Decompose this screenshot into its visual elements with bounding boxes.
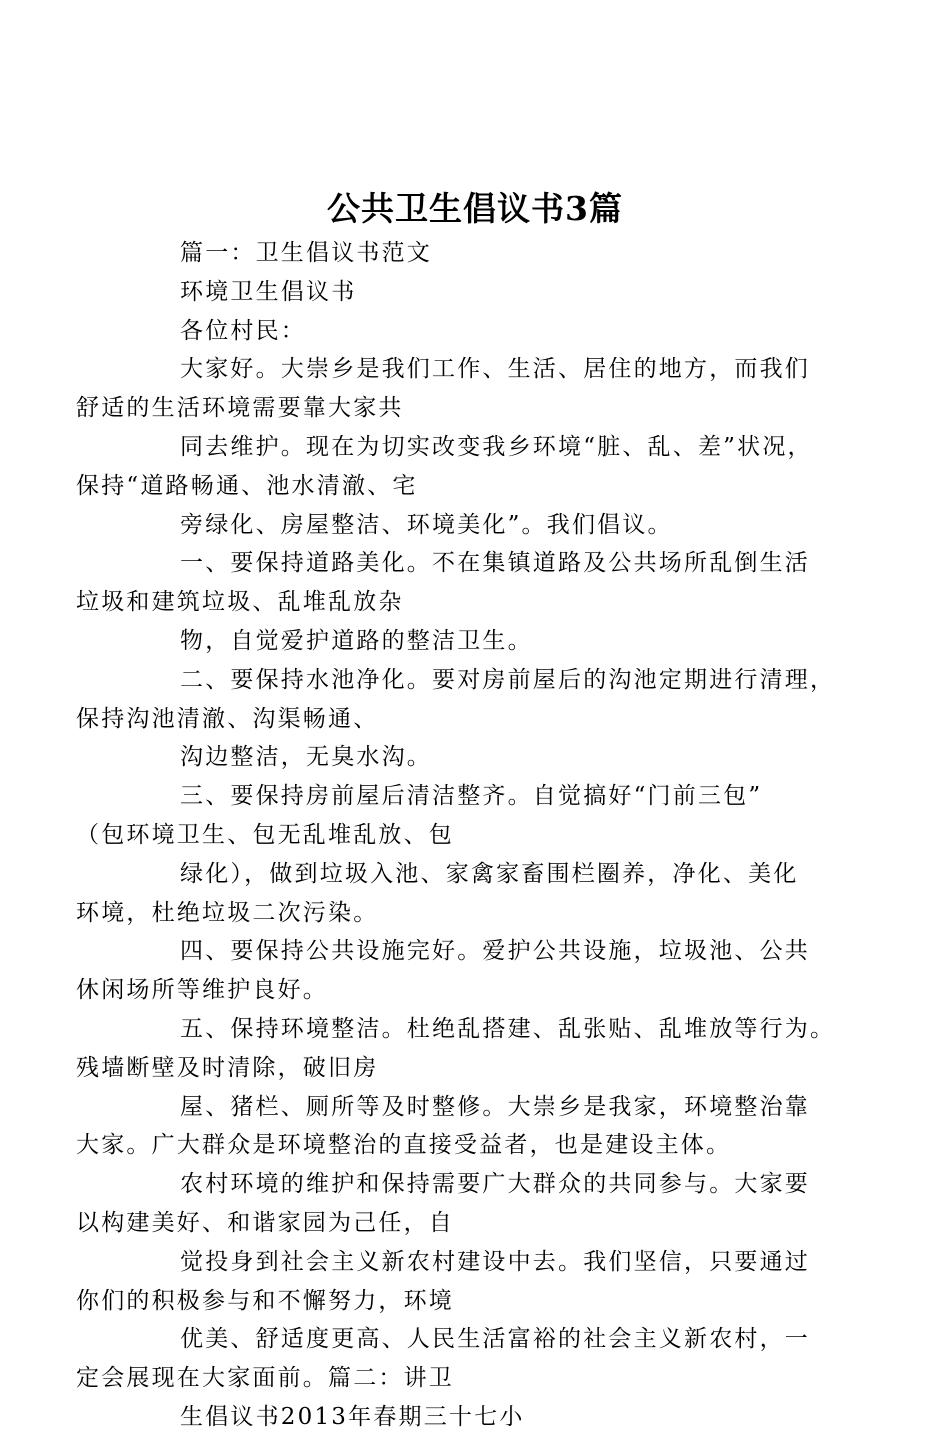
body-paragraph bbox=[76, 1010, 848, 1088]
paragraph-continuation-line: 定会展现在大家面前。篇二：讲卫 bbox=[76, 1365, 454, 1392]
paragraph-line: 五、保持环境整洁。杜绝乱搭建、乱张贴、乱堆放等行为。 bbox=[180, 1015, 836, 1042]
body-paragraph bbox=[128, 273, 848, 312]
paragraph-line: 旁绿化、房屋整洁、环境美化”。我们倡议。 bbox=[180, 511, 673, 538]
paragraph-line: 大家好。大崇乡是我们工作、生活、居住的地方，而我们 bbox=[180, 356, 810, 383]
paragraph-line: 篇一：卫生倡议书范文 bbox=[180, 240, 432, 266]
body-paragraph bbox=[76, 1320, 848, 1398]
paragraph-continuation-line: 以构建美好、和谐家园为己任，自 bbox=[76, 1209, 454, 1236]
paragraph-line: 农村环境的维护和保持需要广大群众的共同参与。大家要 bbox=[180, 1171, 810, 1198]
paragraph-line: 优美、舒适度更高、人民生活富裕的社会主义新农村，一 bbox=[180, 1326, 810, 1353]
paragraph-line: 三、要保持房前屋后清洁整齐。自觉搞好“门前三包” bbox=[180, 783, 763, 810]
body-paragraph bbox=[76, 661, 848, 739]
body-paragraph bbox=[76, 1088, 848, 1166]
paragraph-line: 沟边整洁，无臭水沟。 bbox=[180, 744, 432, 771]
body-paragraph bbox=[76, 932, 848, 1010]
paragraph-continuation-line: 休闲场所等维护良好。 bbox=[76, 977, 328, 1004]
paragraph-continuation-line: 你们的积极参与和不懈努力，环境 bbox=[76, 1287, 454, 1314]
paragraph-line: 一、要保持道路美化。不在集镇道路及公共场所乱倒生活 bbox=[180, 550, 810, 577]
paragraph-line: 觉投身到社会主义新农村建设中去。我们坚信，只要通过 bbox=[180, 1248, 810, 1275]
paragraph-line: 各位村民： bbox=[180, 317, 306, 344]
body-paragraph bbox=[128, 622, 848, 661]
body-paragraph bbox=[76, 350, 848, 428]
body-paragraph bbox=[76, 1243, 848, 1321]
paragraph-line: 屋、猪栏、厕所等及时整修。大崇乡是我家，环境整治靠 bbox=[180, 1093, 810, 1120]
paragraph-continuation-line: 垃圾和建筑垃圾、乱堆乱放杂 bbox=[76, 589, 404, 616]
paragraph-line: 生倡议书2013年春期三十七小 bbox=[180, 1403, 525, 1430]
body-paragraph bbox=[76, 428, 848, 506]
body-paragraph bbox=[76, 544, 848, 622]
document-body bbox=[76, 234, 848, 1437]
paragraph-line: 环境卫生倡议书 bbox=[180, 278, 357, 305]
paragraph-continuation-line: 大家。广大群众是环境整治的直接受益者，也是建设主体。 bbox=[76, 1132, 732, 1159]
body-paragraph bbox=[128, 234, 848, 273]
body-paragraph bbox=[128, 738, 848, 777]
document-title: 公共卫生倡议书3篇 bbox=[327, 189, 623, 228]
paragraph-line: 绿化），做到垃圾入池、家禽家畜围栏圈养，净化、美化 bbox=[180, 860, 799, 887]
paragraph-continuation-line: 保持沟池清澈、沟渠畅通、 bbox=[76, 705, 379, 732]
body-paragraph bbox=[128, 1398, 848, 1437]
paragraph-line: 同去维护。现在为切实改变我乡环境“脏、乱、差”状况， bbox=[180, 433, 813, 460]
paragraph-continuation-line: 舒适的生活环境需要靠大家共 bbox=[76, 395, 404, 422]
paragraph-continuation-line: 环境，杜绝垃圾二次污染。 bbox=[76, 899, 379, 926]
paragraph-line: 四、要保持公共设施完好。爱护公共设施，垃圾池、公共 bbox=[180, 938, 810, 965]
paragraph-continuation-line: （包环境卫生、包无乱堆乱放、包 bbox=[76, 821, 454, 848]
body-paragraph bbox=[76, 855, 848, 933]
paragraph-line: 二、要保持水池净化。要对房前屋后的沟池定期进行清理， bbox=[180, 666, 836, 693]
paragraph-line: 物，自觉爱护道路的整洁卫生。 bbox=[180, 627, 533, 654]
body-paragraph bbox=[128, 312, 848, 351]
body-paragraph bbox=[76, 1165, 848, 1243]
paragraph-continuation-line: 残墙断壁及时清除，破旧房 bbox=[76, 1054, 379, 1081]
body-paragraph bbox=[128, 506, 848, 545]
paragraph-continuation-line: 保持“道路畅通、池水清澈、宅 bbox=[76, 472, 418, 499]
body-paragraph bbox=[76, 777, 848, 855]
